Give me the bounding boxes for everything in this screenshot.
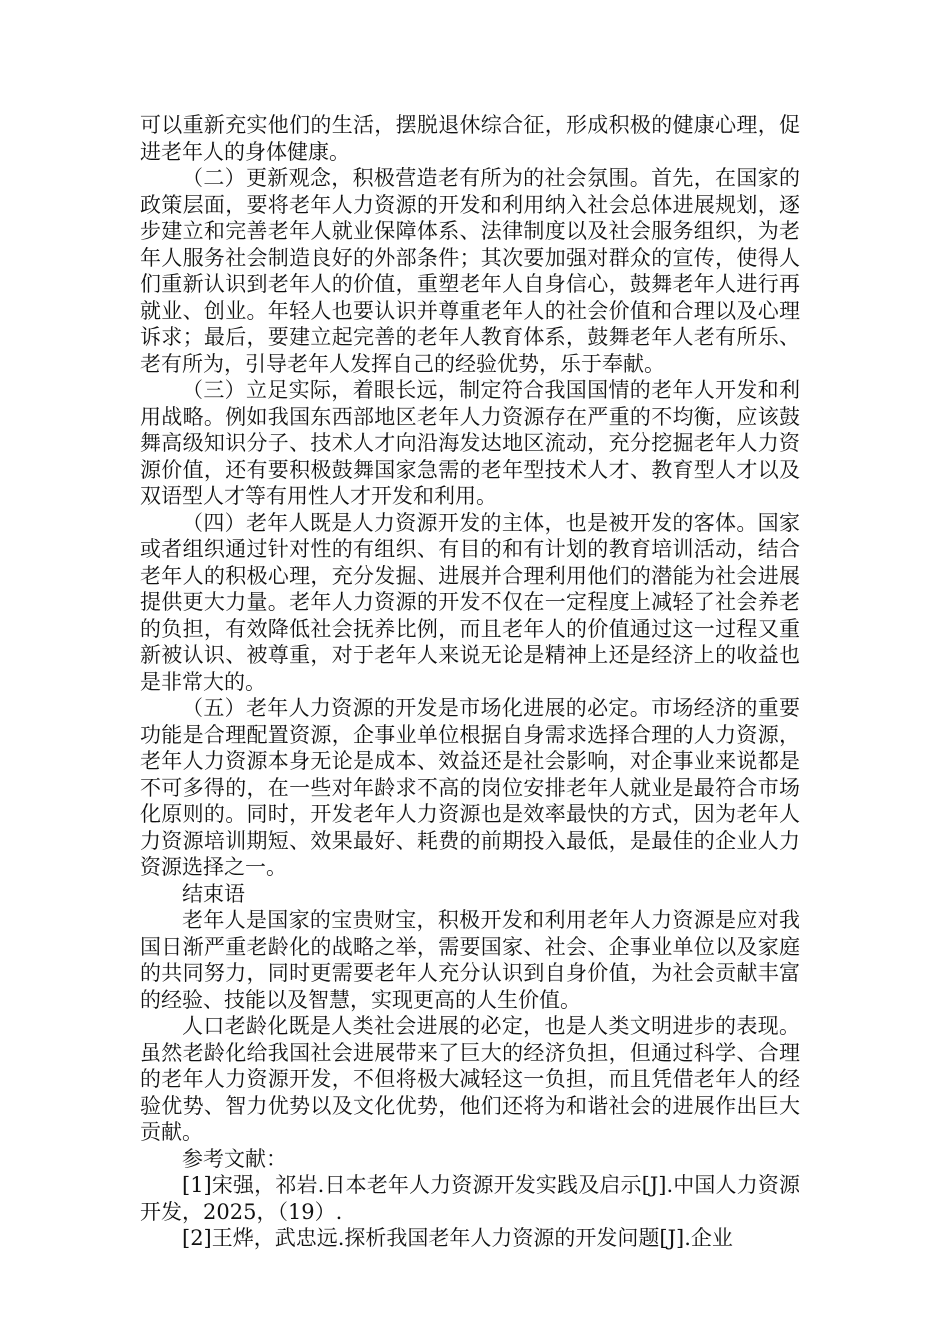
reference-item: [2]王烨，武忠远.探析我国老年人力资源的开发问题[J].企业 — [182, 1226, 733, 1250]
body-paragraph: （五）老年人力资源的开发是市场化进展的必定。市场经济的重要功能是合理配置资源，企事业单位根据自身需求选择合理的人力资源，老年人力资源本身无论是成本、效益还是社会影响，对企事业来说都是不可多得的，在一些对年龄求不高的岗位安排老年人就业是最符合市场化原则的。同时，开发老年人力资源也是效率最快的方式，因为老年人力资源培训期短、效果最好、耗费的前期投入最低，是最佳的企业人力资源选择之一。 — [140, 696, 800, 879]
body-paragraph: 可以重新充实他们的生活，摆脱退休综合征，形成积极的健康心理，促进老年人的身体健康。 — [140, 113, 800, 164]
conclusion-paragraph: 老年人是国家的宝贵财宝，积极开发和利用老年人力资源是应对我国日渐严重老龄化的战略之举，需要国家、社会、企事业单位以及家庭的共同努力，同时更需要老年人充分认识到自身价值，为社会贡献丰富的经验、技能以及智慧，实现更高的人生价值。 — [140, 908, 800, 1012]
references-heading: 参考文献： — [182, 1146, 287, 1171]
document-page — [140, 112, 800, 1252]
reference-item: [1]宋强，祁岩.日本老年人力资源开发实践及启示[J].中国人力资源开发，2025，（19）. — [140, 1173, 800, 1224]
conclusion-heading: 结束语 — [182, 881, 245, 906]
body-paragraph: （二）更新观念，积极营造老有所为的社会氛围。首先，在国家的政策层面，要将老年人力资源的开发和利用纳入社会总体进展规划，逐步建立和完善老年人就业保障体系、法律制度以及社会服务组织，为老年人服务社会制造良好的外部条件；其次要加强对群众的宣传，使得人们重新认识到老年人的价值，重塑老年人自身信心，鼓舞老年人进行再就业、创业。年轻人也要认识并尊重老年人的社会价值和合理以及心理诉求；最后，要建立起完善的老年人教育体系，鼓舞老年人老有所乐、老有所为，引导老年人发挥自己的经验优势，乐于奉献。 — [140, 166, 800, 376]
conclusion-paragraph: 人口老龄化既是人类社会进展的必定，也是人类文明进步的表现。虽然老龄化给我国社会进展带来了巨大的经济负担，但通过科学、合理的老年人力资源开发，不但将极大减轻这一负担，而且凭借老年人的经验优势、智力优势以及文化优势，他们还将为和谐社会的进展作出巨大贡献。 — [140, 1014, 800, 1144]
body-paragraph: （四）老年人既是人力资源开发的主体，也是被开发的客体。国家或者组织通过针对性的有组织、有目的和有计划的教育培训活动，结合老年人的积极心理，充分发掘、进展并合理利用他们的潜能为社会进展提供更大力量。老年人力资源的开发不仅在一定程度上减轻了社会养老的负担，有效降低社会抚养比例，而且老年人的价值通过这一过程又重新被认识、被尊重，对于老年人来说无论是精神上还是经济上的收益也是非常大的。 — [140, 510, 800, 694]
body-paragraph: （三）立足实际，着眼长远，制定符合我国国情的老年人开发和利用战略。例如我国东西部地区老年人力资源存在严重的不均衡，应该鼓舞高级知识分子、技术人才向沿海发达地区流动，充分挖掘老年人力资源价值，还有要积极鼓舞国家急需的老年型技术人才、教育型人才以及双语型人才等有用性人才开发和利用。 — [140, 378, 800, 508]
